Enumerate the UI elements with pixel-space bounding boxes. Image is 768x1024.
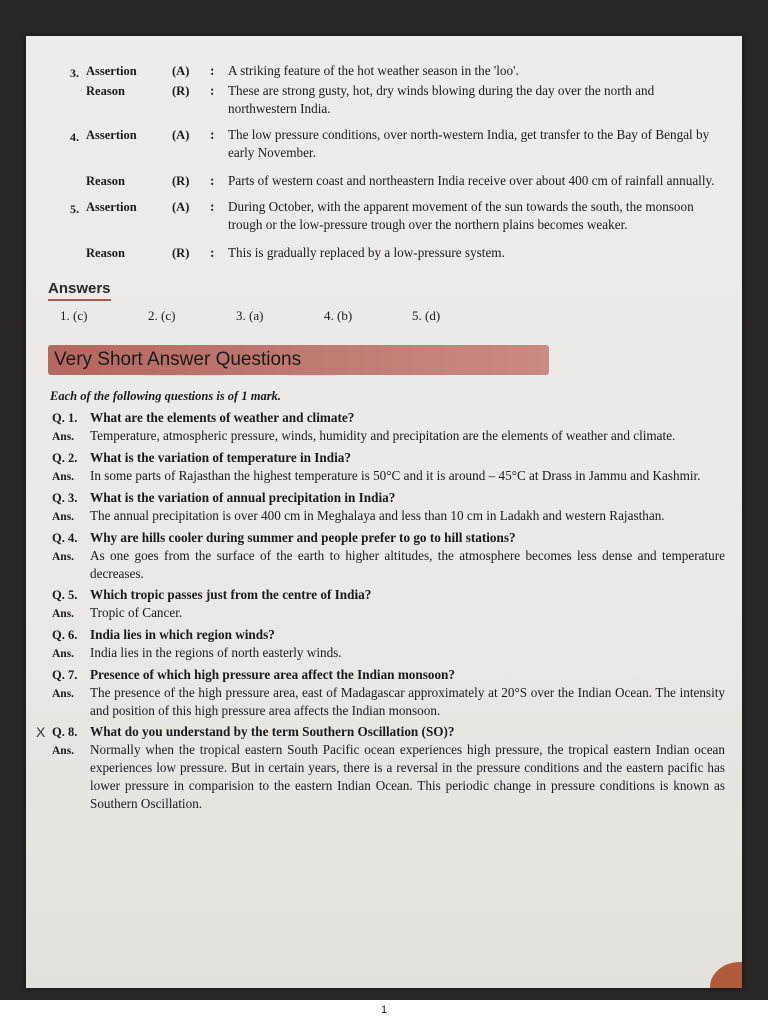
answer-text: The annual precipitation is over 400 cm in Meghalaya and less than 10 cm in Ladakh and western Rajasthan. xyxy=(90,508,665,523)
page-corner-decoration xyxy=(710,962,742,988)
answer-item: 1. (c) xyxy=(60,308,88,323)
reason-text: These are strong gusty, hot, dry winds blowing during the day over the north and northwestern India. xyxy=(228,83,655,116)
answer-text: Tropic of Cancer. xyxy=(90,605,183,620)
qa-item xyxy=(52,626,725,663)
question-text: What is the variation of temperature in India? xyxy=(90,450,351,465)
reason-tag: (R) xyxy=(172,84,190,98)
qa-item xyxy=(52,489,725,526)
question-number: Q. 2. xyxy=(52,451,78,465)
answer-item: 2. (c) xyxy=(148,308,176,323)
question-number: Q. 8. xyxy=(52,725,78,739)
colon: : xyxy=(210,83,215,98)
question-text: Why are hills cooler during summer and people prefer to go to hill stations? xyxy=(90,530,516,545)
answer-label: Ans. xyxy=(52,688,75,700)
answer-label: Ans. xyxy=(52,431,75,443)
qa-list xyxy=(36,409,725,813)
reason-tag: (R) xyxy=(172,174,190,188)
handwritten-mark: X xyxy=(36,724,46,740)
answers-heading: Answers xyxy=(48,280,111,301)
assertion-text: A striking feature of the hot weather season in the 'loo'. xyxy=(228,63,519,78)
assertion-reason-3 xyxy=(70,62,725,118)
question-number: Q. 7. xyxy=(52,668,78,682)
question-number: Q. 5. xyxy=(52,588,78,602)
answer-text: In some parts of Rajasthan the highest temperature is 50°C and it is around – 45°C at Drass in Jammu and Kashmir. xyxy=(90,468,701,483)
question-text: What is the variation of annual precipitation in India? xyxy=(90,490,396,505)
colon: : xyxy=(210,199,215,214)
answers-list xyxy=(60,307,725,325)
answer-item: 3. (a) xyxy=(236,308,264,323)
answer-text: Temperature, atmospheric pressure, winds, humidity and precipitation are the elements of weather and climate. xyxy=(90,428,676,443)
answer-text: Normally when the tropical eastern South Pacific ocean experiences high pressure, the tropical eastern Indian ocean experiences low pressure. But in certain years, there is a reversal in the pressure conditions and the eastern pacific has lower pressure in comparision to the eastern Indian Ocean. This periodic change in pressure conditions is known as Southern Oscillation. xyxy=(90,742,725,811)
qa-item xyxy=(52,409,725,446)
section-instruction: Each of the following questions is of 1 mark. xyxy=(50,389,281,403)
colon: : xyxy=(210,245,215,260)
question-text: Which tropic passes just from the centre of India? xyxy=(90,587,372,602)
answer-label: Ans. xyxy=(52,511,75,523)
answer-label: Ans. xyxy=(52,471,75,483)
answer-text: India lies in the regions of north easterly winds. xyxy=(90,645,342,660)
question-number: Q. 4. xyxy=(52,531,78,545)
question-number: Q. 6. xyxy=(52,628,78,642)
textbook-page xyxy=(26,36,742,988)
answer-item: 5. (d) xyxy=(412,308,441,323)
question-text: What are the elements of weather and climate? xyxy=(90,410,355,425)
section-title-banner: Very Short Answer Questions xyxy=(48,345,549,375)
answer-label: Ans. xyxy=(52,745,75,757)
answer-text: The presence of the high pressure area, east of Madagascar approximately at 20°S over the Indian Ocean. The intensity and position of this high pressure area affects the Indian monsoon. xyxy=(90,685,725,718)
reason-tag: (R) xyxy=(172,246,190,260)
answer-text: As one goes from the surface of the earth to higher altitudes, the atmosphere becomes less dense and temperature decreases. xyxy=(90,548,725,581)
assertion-tag: (A) xyxy=(172,200,190,214)
assertion-label: Assertion xyxy=(86,64,137,78)
assertion-text: The low pressure conditions, over north-western India, get transfer to the Bay of Bengal by early November. xyxy=(228,127,710,160)
question-text: India lies in which region winds? xyxy=(90,627,275,642)
answer-label: Ans. xyxy=(52,551,75,563)
question-text: What do you understand by the term Southern Oscillation (SO)? xyxy=(90,724,455,739)
question-number: Q. 1. xyxy=(52,411,78,425)
item-number: 5. xyxy=(70,202,79,216)
answer-item: 4. (b) xyxy=(324,308,353,323)
reason-label: Reason xyxy=(86,246,125,260)
question-text: Presence of which high pressure area affect the Indian monsoon? xyxy=(90,667,455,682)
item-number: 3. xyxy=(70,66,79,80)
assertion-label: Assertion xyxy=(86,128,137,142)
assertion-text: During October, with the apparent movement of the sun towards the south, the monsoon trough or the low-pressure trough over the northern plains becomes weaker. xyxy=(228,199,694,232)
qa-item xyxy=(52,586,725,623)
qa-item xyxy=(52,449,725,486)
page-content xyxy=(36,62,725,816)
assertion-tag: (A) xyxy=(172,64,190,78)
question-number: Q. 3. xyxy=(52,491,78,505)
assertion-label: Assertion xyxy=(86,200,137,214)
qa-item xyxy=(52,529,725,583)
qa-item xyxy=(36,723,725,813)
reason-label: Reason xyxy=(86,84,125,98)
item-number: 4. xyxy=(70,130,79,144)
reason-text: This is gradually replaced by a low-pressure system. xyxy=(228,245,505,260)
page-number: 1 xyxy=(380,1004,388,1016)
assertion-reason-4 xyxy=(70,126,725,190)
reason-label: Reason xyxy=(86,174,125,188)
reason-text: Parts of western coast and northeastern India receive over about 400 cm of rainfall annually. xyxy=(228,173,715,188)
answer-label: Ans. xyxy=(52,608,75,620)
answer-label: Ans. xyxy=(52,648,75,660)
colon: : xyxy=(210,127,215,142)
qa-item xyxy=(52,666,725,720)
colon: : xyxy=(210,173,215,188)
colon: : xyxy=(210,63,215,78)
assertion-tag: (A) xyxy=(172,128,190,142)
assertion-reason-5 xyxy=(70,198,725,262)
